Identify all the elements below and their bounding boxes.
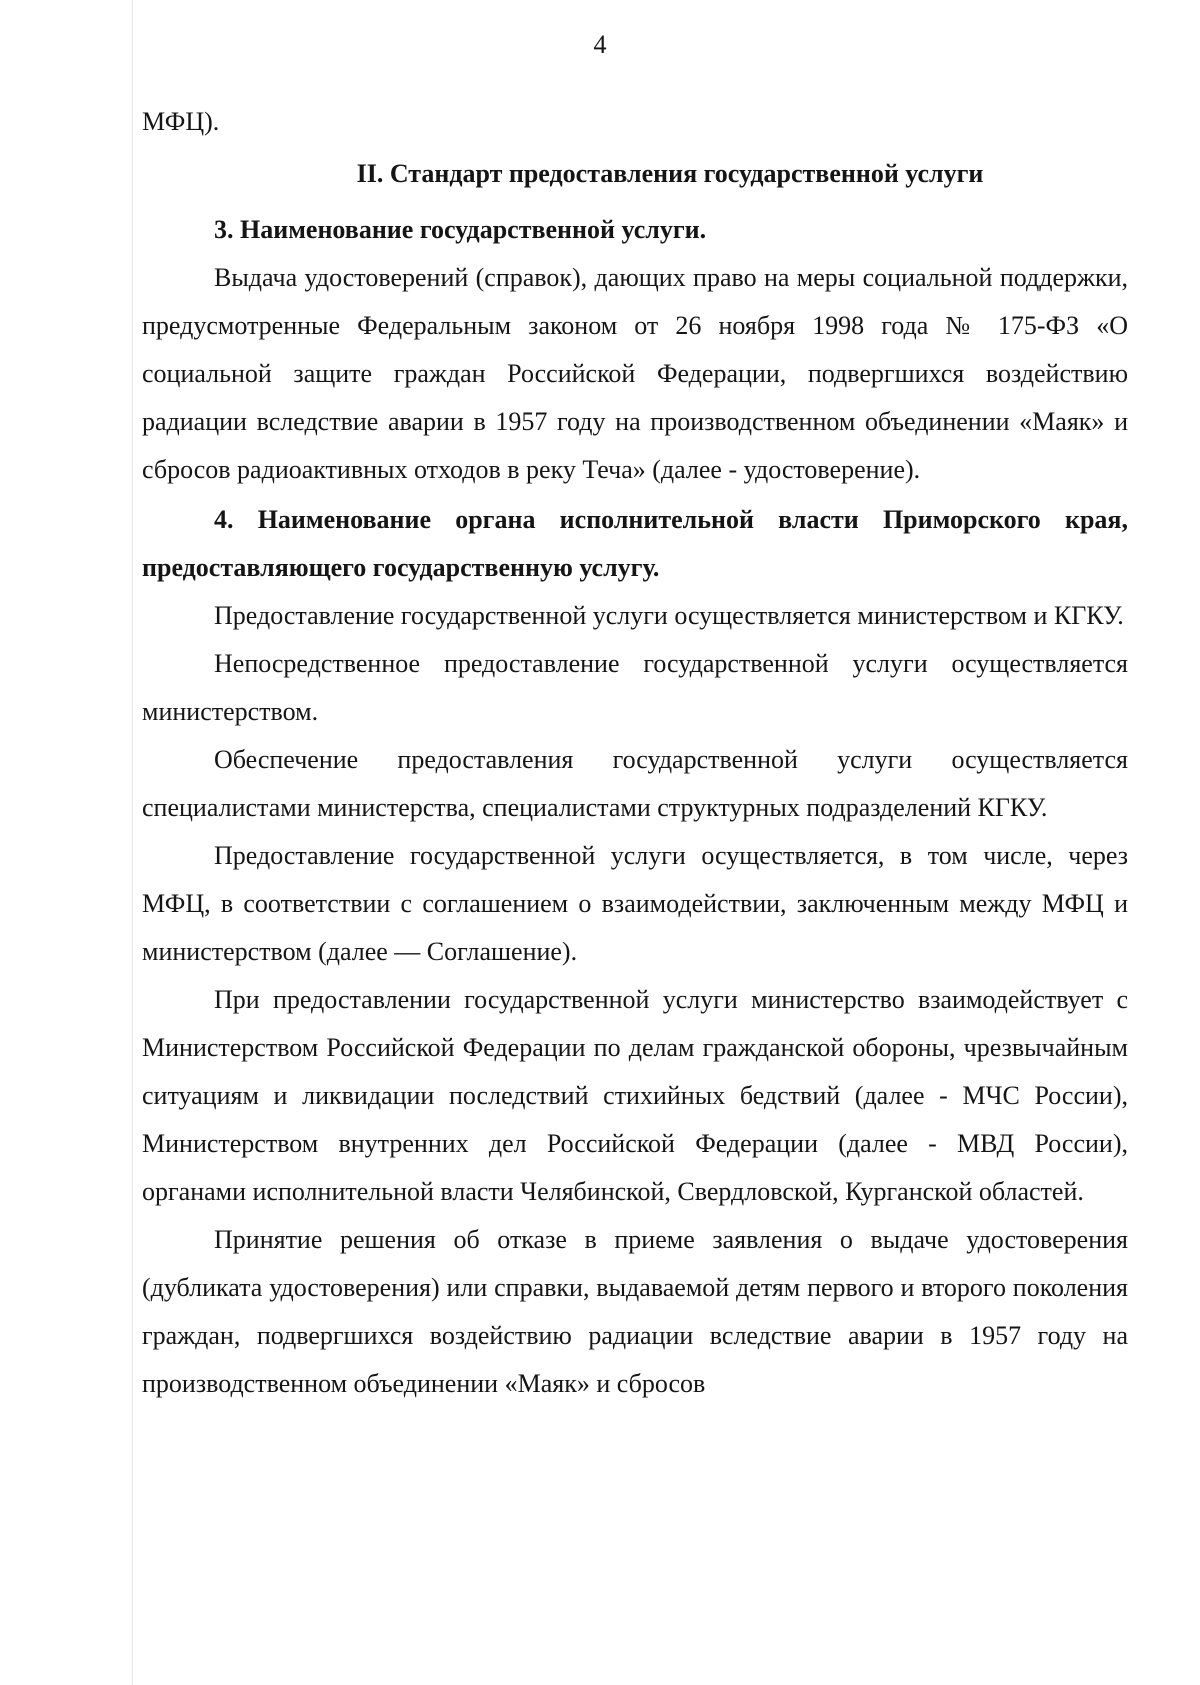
paragraph-direct-provision: Непосредственное предоставление государственной услуги осуществляется министерством. [142,649,1128,726]
paragraph-refusal: Принятие решения об отказе в приеме заявления о выдаче удостоверения (дубликата удостоверения) или справки, выдаваемой детям первого и второго поколения граждан, подвергшихся воздействию радиации вследствие аварии в 1957 году на производственном объединении «Маяк» и сбросов [142,1225,1128,1398]
continuation-text: МФЦ). [142,107,220,136]
paragraph-service-name: Выдача удостоверений (справок), дающих право на меры социальной поддержки, предусмотренные Федеральным законом от 26 ноября 1998 года № 175-ФЗ «О социальной защите граждан Российской Федерации, подвергшихся воздействию радиации вследствие аварии в 1957 году на производственном объединении «Маяк» и сбросов радиоактивных отходов в реку Теча» (далее - удостоверение). [142,263,1128,484]
heading-3: 3. Наименование государственной услуги. [214,215,707,244]
paragraph-provider: Предоставление государственной услуги осуществляется министерством и КГКУ. [214,601,1124,630]
page-number: 4 [593,30,607,59]
paragraph-interaction: При предоставлении государственной услуги министерство взаимодействует с Министерством Российской Федерации по делам гражданской обороны, чрезвычайным ситуациям и ликвидации последствий стихийных бедствий (далее - МЧС России), Министерством внутренних дел Российской Федерации (далее - МВД России), органами исполнительной власти Челябинской, Свердловской, Курганской областей. [142,985,1128,1206]
paragraph-specialists: Обеспечение предоставления государственной услуги осуществляется специалистами министерства, специалистами структурных подразделений КГКУ. [142,745,1128,822]
scan-edge-line [132,0,133,1685]
paragraph-mfc: Предоставление государственной услуги осуществляется, в том числе, через МФЦ, в соответствии с соглашением о взаимодействии, заключенным между МФЦ и министерством (далее — Соглашение). [142,841,1128,966]
heading-4: 4. Наименование органа исполнительной власти Приморского края, предоставляющего государственную услугу. [142,505,1128,582]
section-title: II. Стандарт предоставления государственной услуги [356,159,984,188]
document-body [142,98,1128,1408]
